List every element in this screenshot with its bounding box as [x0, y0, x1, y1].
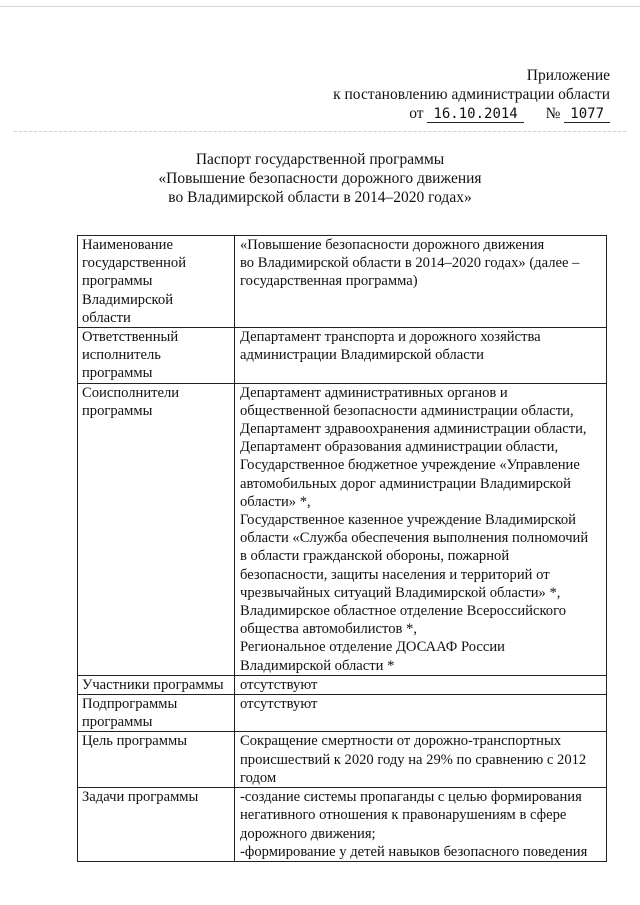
row-value-line: дорожного движения;: [240, 825, 376, 842]
row-value-line: Сокращение смертности от дорожно-транспортных: [240, 733, 562, 750]
row-label-line: программы: [82, 273, 153, 290]
document-title: [0, 150, 640, 207]
table-row: [78, 236, 607, 328]
row-value-line: Департамент транспорта и дорожного хозяйства: [240, 329, 541, 346]
row-value-line: Владимирское областное отделение Всероссийского: [240, 603, 567, 620]
row-value-cell: [235, 383, 607, 675]
row-value-line: общественной безопасности администрации области,: [240, 402, 574, 419]
number-prefix: №: [545, 105, 561, 122]
row-value-line: администрации Владимирской области: [240, 347, 484, 364]
appendix-header: [333, 66, 610, 123]
row-value-line: в области гражданской обороны, пожарной: [240, 548, 510, 565]
row-value-line: -формирование у детей навыков безопасного поведения: [240, 843, 588, 860]
row-value-cell: [235, 328, 607, 384]
row-value-line: общества автомобилистов *,: [240, 621, 417, 638]
row-value-line: во Владимирской области в 2014–2020 годах» (далее –: [240, 255, 580, 272]
title-line: Паспорт государственной программы: [195, 151, 445, 168]
row-label-line: программы: [82, 402, 153, 419]
appendix-reference: к постановлению администрации области: [333, 86, 610, 103]
row-value-cell: [235, 695, 607, 732]
row-label-line: Владимирской: [82, 291, 174, 308]
title-line: во Владимирской области в 2014–2020 годах»: [168, 189, 472, 206]
row-label-line: Наименование: [82, 237, 173, 253]
table-row: [78, 732, 607, 788]
row-label-line: исполнитель: [82, 347, 161, 364]
row-value-line: негативного отношения к правонарушениям в сфере: [240, 807, 567, 824]
row-label-line: Подпрограммы: [82, 696, 178, 713]
row-label-line: Участники программы: [82, 676, 224, 693]
appendix-label: Приложение: [526, 67, 610, 84]
row-label-cell: [78, 236, 235, 328]
passport-table: [77, 235, 607, 862]
title-line: «Повышение безопасности дорожного движения: [158, 170, 482, 187]
appendix-date-number: [333, 104, 610, 123]
table-row: [78, 383, 607, 675]
row-label-line: Задачи программы: [82, 789, 199, 806]
row-value-line: Государственное казенное учреждение Владимирской: [240, 512, 576, 529]
row-label-cell: [78, 788, 235, 862]
table-row: [78, 675, 607, 694]
row-value-line: области» *,: [240, 493, 311, 510]
row-label-line: области: [82, 309, 131, 326]
date-prefix: от: [409, 105, 424, 122]
row-label-cell: [78, 675, 235, 694]
row-label-cell: [78, 328, 235, 384]
table-row: [78, 788, 607, 862]
row-label-cell: [78, 383, 235, 675]
row-value-cell: [235, 788, 607, 862]
row-label-line: программы: [82, 714, 153, 731]
scan-top-border: [0, 6, 640, 7]
table-row: [78, 328, 607, 384]
row-label-line: программы: [82, 365, 153, 382]
row-value-line: Региональное отделение ДОСААФ России: [240, 639, 505, 656]
row-value-line: Департамент образования администрации области,: [240, 439, 559, 456]
table-row: [78, 695, 607, 732]
row-label-cell: [78, 695, 235, 732]
row-value-line: -создание системы пропаганды с целью формирования: [240, 789, 582, 806]
row-value-line: отсутствуют: [240, 676, 318, 693]
row-value-line: годом: [240, 769, 277, 786]
row-value-line: «Повышение безопасности дорожного движения: [240, 237, 545, 253]
row-value-line: происшествий к 2020 году на 29% по сравнению с 2012: [240, 751, 587, 768]
row-value-line: Департамент административных органов и: [240, 384, 508, 401]
scan-dashed-line: [14, 131, 626, 132]
row-value-line: чрезвычайных ситуаций Владимирской области» *,: [240, 584, 561, 601]
resolution-date: 16.10.2014: [427, 107, 523, 123]
row-value-line: области «Служба обеспечения выполнения полномочий: [240, 530, 589, 547]
row-value-line: Владимирской области *: [240, 657, 395, 674]
row-label-line: государственной: [82, 255, 187, 272]
row-value-cell: [235, 732, 607, 788]
row-value-cell: [235, 236, 607, 328]
row-label-cell: [78, 732, 235, 788]
row-value-line: Департамент здравоохранения администрации области,: [240, 421, 587, 438]
row-label-line: Ответственный: [82, 329, 179, 346]
row-label-line: Цель программы: [82, 733, 188, 750]
resolution-number: 1077: [564, 107, 610, 123]
row-value-line: Государственное бюджетное учреждение «Управление: [240, 457, 580, 474]
row-label-line: Соисполнители: [82, 384, 180, 401]
row-value-cell: [235, 675, 607, 694]
row-value-line: отсутствуют: [240, 696, 318, 713]
row-value-line: государственная программа): [240, 273, 418, 290]
row-value-line: автомобильных дорог администрации Владимирской: [240, 475, 571, 492]
row-value-line: безопасности, защиты населения и территорий от: [240, 566, 550, 583]
